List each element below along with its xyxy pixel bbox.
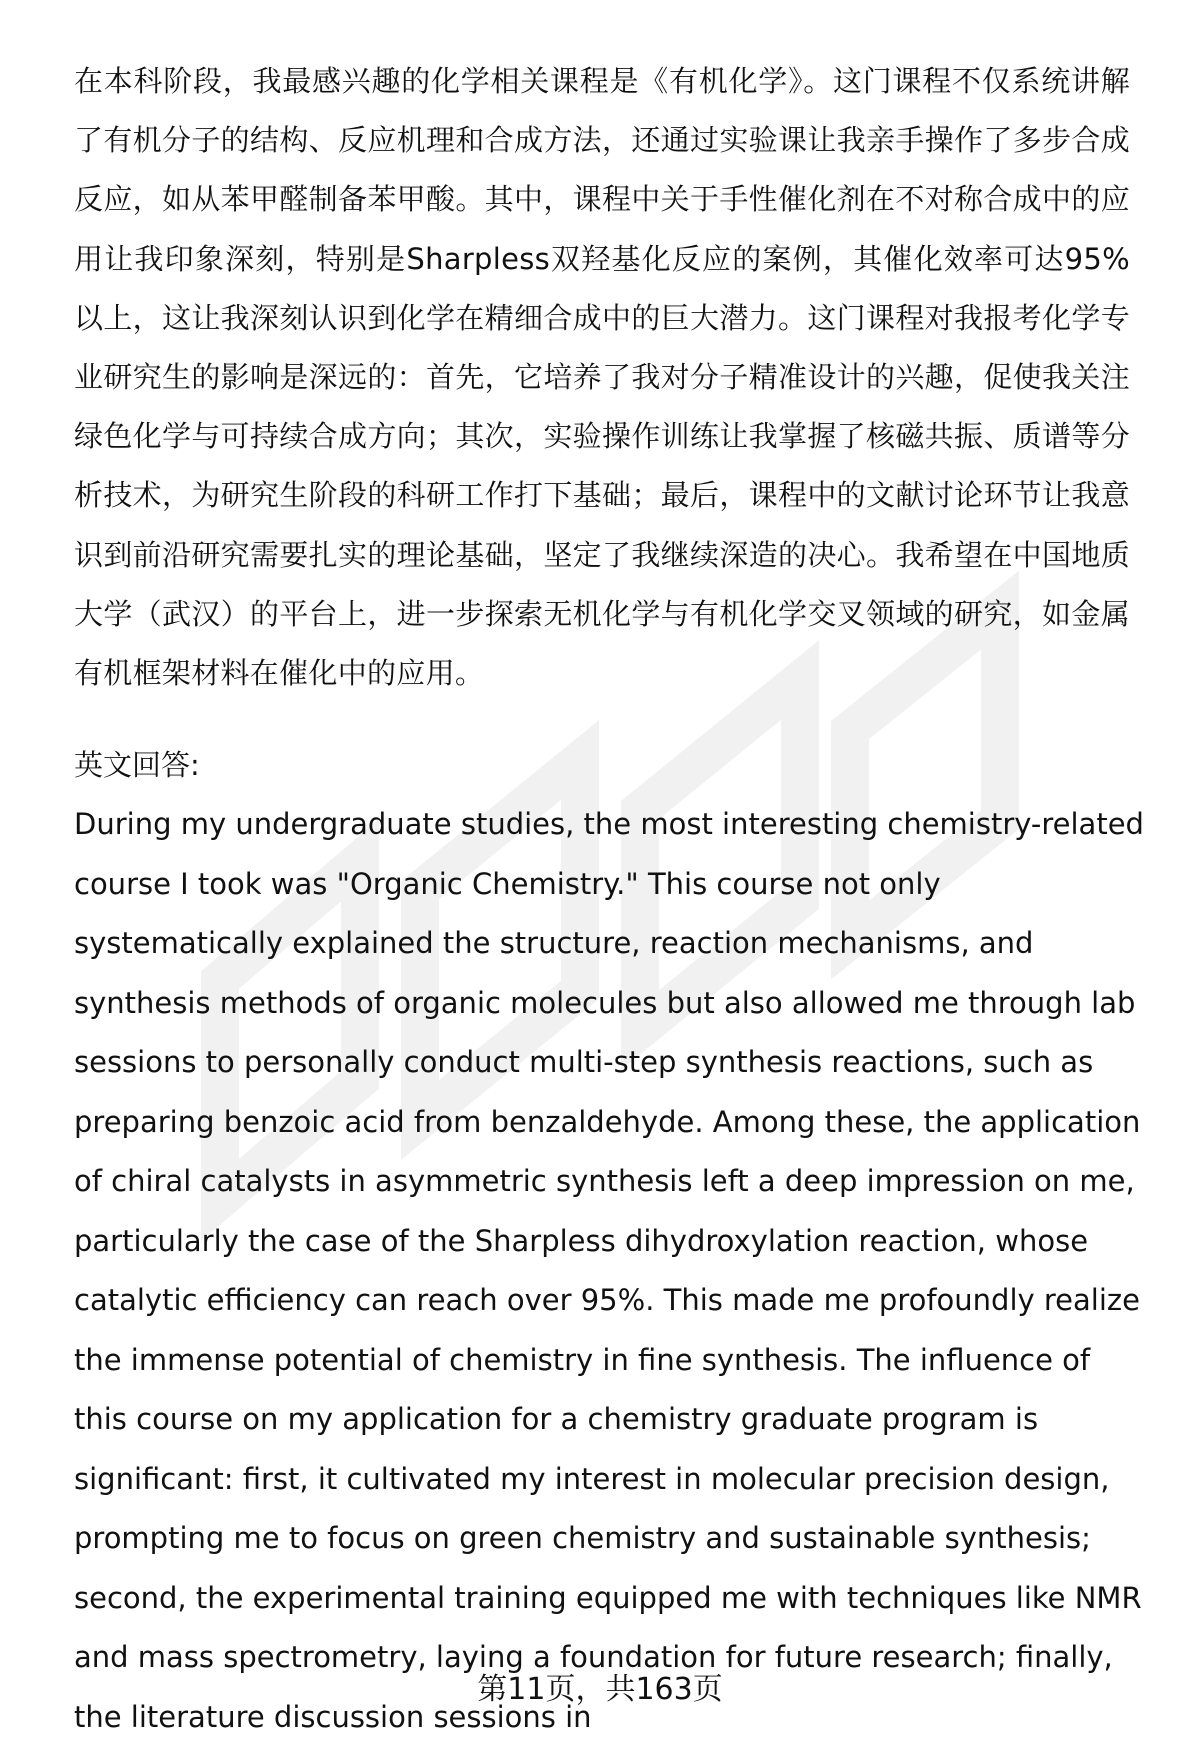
- chinese-answer-paragraph: 在本科阶段，我最感兴趣的化学相关课程是《有机化学》。这门课程不仅系统讲解了有机分子的结构、反应机理和合成方法，还通过实验课让我亲手操作了多步合成反应，如从苯甲醛制备苯甲酸。其中，课程中关于手性催化剂在不对称合成中的应用让我印象深刻，特别是Sharpless双羟基化反应的案例，其催化效率可达95%以上，这让我深刻认识到化学在精细合成中的巨大潜力。这门课程对我报考化学专业研究生的影响是深远的：首先，它培养了我对分子精准设计的兴趣，促使我关注绿色化学与可持续合成方向；其次，实验操作训练让我掌握了核磁共振、质谱等分析技术，为研究生阶段的科研工作打下基础；最后，课程中的文献讨论环节让我意识到前沿研究需要扎实的理论基础，坚定了我继续深造的决心。我希望在中国地质大学（武汉）的平台上，进一步探索无机化学与有机化学交叉领域的研究，如金属有机框架材料在催化中的应用。: [74, 64, 1130, 691]
- english-answer-heading: 英文回答:: [74, 748, 200, 782]
- page-number-footer: 第11页，共163页: [477, 1672, 723, 1707]
- chinese-answer-block: [74, 52, 1130, 703]
- english-answer-paragraph: During my undergraduate studies, the most interesting chemistry-related course I took was "Organic Chemistry." This course not only systematically explained the structure, reaction mechanisms, and synthesis methods of organic molecules but also allowed me through lab sessions to personally conduct multi-step synthesis reactions, such as preparing benzoic acid from benzaldehyde. Among these, the application of chiral catalysts in asymmetric synthesis left a deep impression on me, particularly the case of the Sharpless dihydroxylation reaction, whose catalytic efficiency can reach over 95%. This made me profoundly realize the immense potential of chemistry in fine synthesis. The influence of this course on my application for a chemistry graduate program is significant: first, it cultivated my interest in molecular precision design, prompting me to focus on green chemistry and sustainable synthesis; second, the experimental training equipped me with techniques like NMR and mass spectrometry, laying a foundation for future research; finally, the literature discussion sessions in: [74, 807, 1144, 1734]
